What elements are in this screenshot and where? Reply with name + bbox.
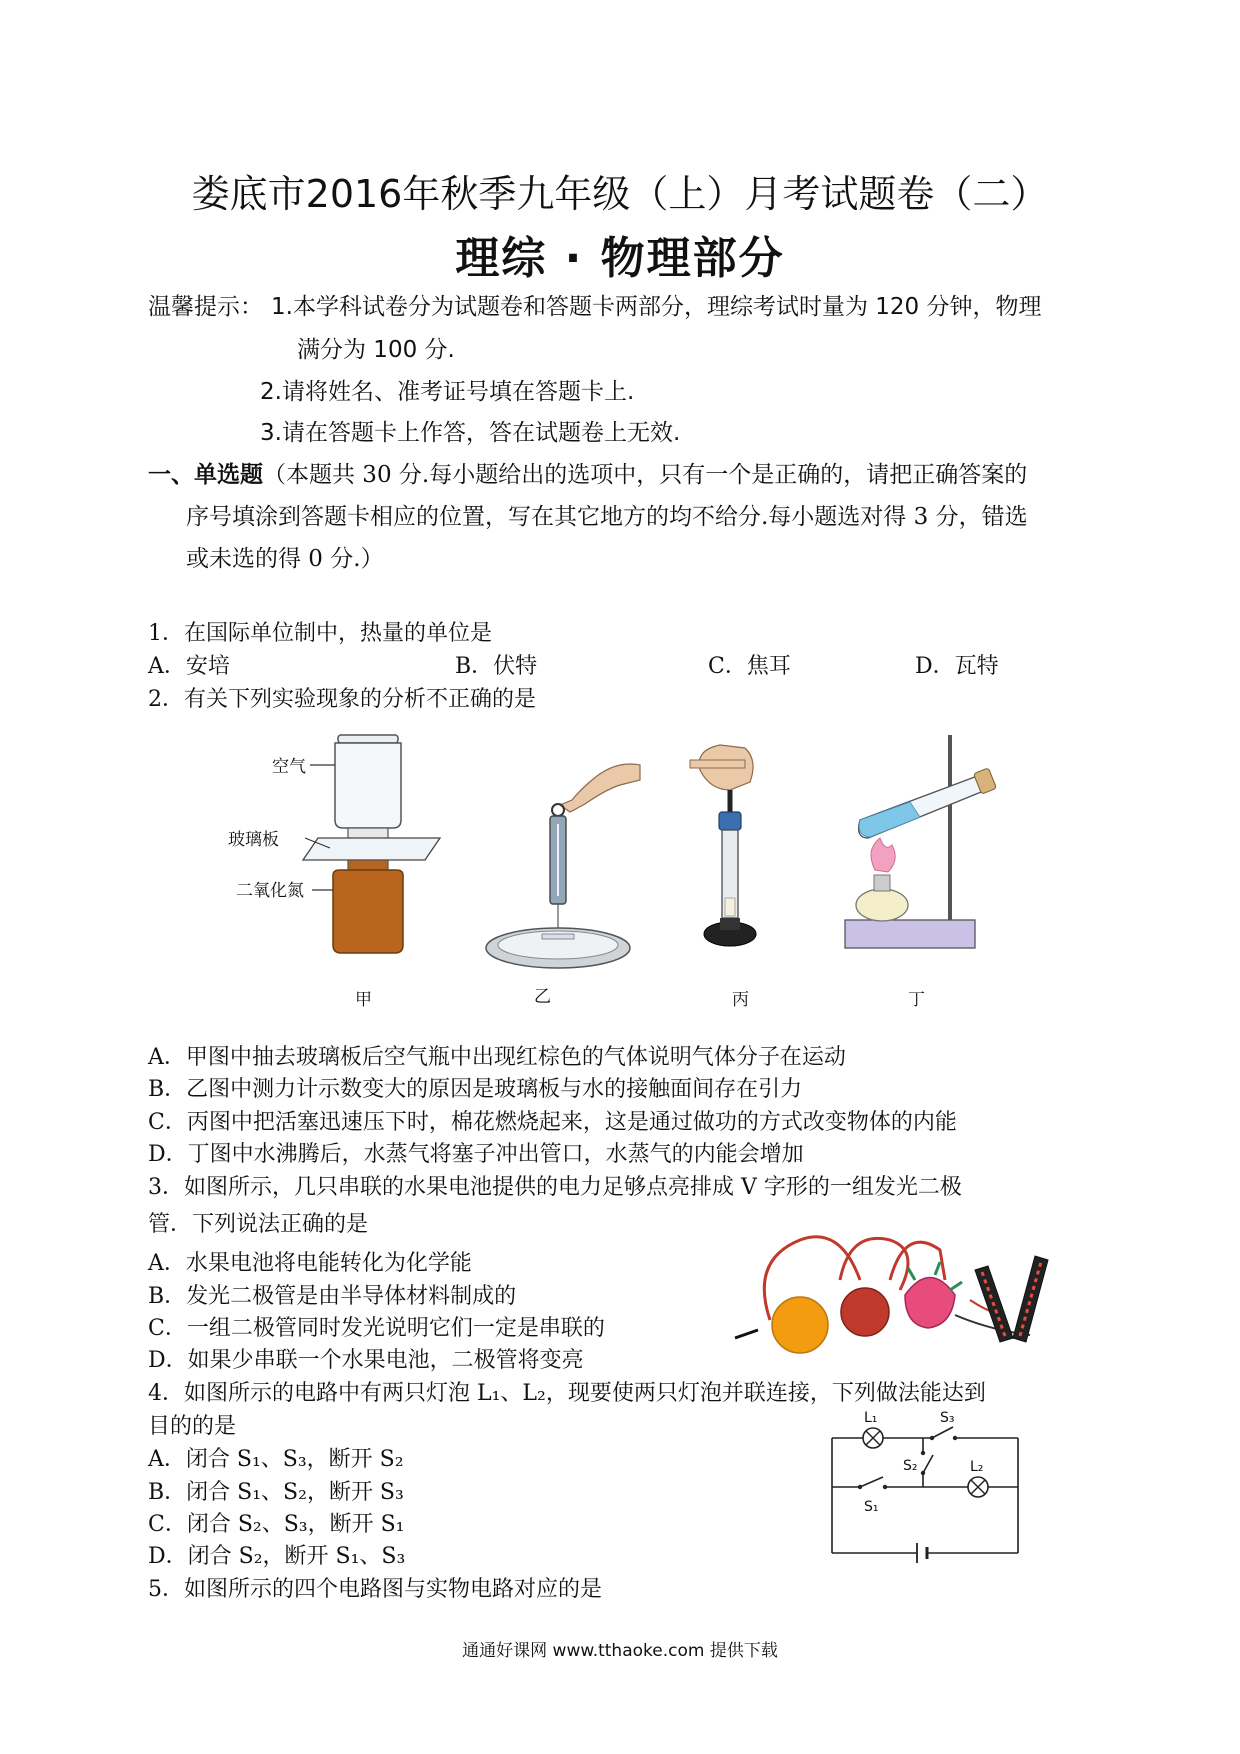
page-footer: 通通好课网 www.tthaoke.com 提供下载 — [462, 1641, 778, 1661]
switch-s1 — [858, 1477, 887, 1489]
label-no2: 二氧化氮 — [236, 881, 304, 901]
label-s2: S₂ — [903, 1458, 918, 1474]
caption-jia: 甲 — [355, 990, 372, 1010]
section-heading — [148, 456, 1027, 489]
figure-jia — [228, 735, 440, 953]
q4-stem-line2: 目的的是 — [148, 1414, 237, 1439]
label-l1: L₁ — [864, 1410, 878, 1426]
lamp-l2 — [968, 1477, 988, 1497]
q4-option-b: B．闭合 S₁、S₂，断开 S₃ — [148, 1480, 404, 1505]
q2-figure — [220, 720, 1020, 1010]
q2-option-c: C．丙图中把活塞迅速压下时，棉花燃烧起来，这是通过做功的方式改变物体的内能 — [148, 1110, 957, 1135]
figure-bing — [690, 745, 756, 946]
q4-option-d: D．闭合 S₂，断开 S₁、S₃ — [148, 1544, 406, 1569]
label-glass: 玻璃板 — [228, 830, 279, 850]
tips-line3: 3.请在答题卡上作答，答在试题卷上无效. — [260, 420, 681, 446]
switch-s3 — [930, 1427, 957, 1440]
tips-line2: 2.请将姓名、准考证号填在答题卡上. — [260, 379, 635, 405]
q4-option-c: C．闭合 S₂、S₃，断开 S₁ — [148, 1512, 405, 1537]
q2-stem: 2．有关下列实验现象的分析不正确的是 — [148, 687, 536, 712]
q3-option-d: D．如果少串联一个水果电池，二极管将变亮 — [148, 1348, 584, 1373]
figure-ding — [845, 735, 997, 948]
q2-option-b: B．乙图中测力计示数变大的原因是玻璃板与水的接触面间存在引力 — [148, 1077, 803, 1102]
switch-s2 — [921, 1451, 933, 1475]
q2-option-d: D．丁图中水沸腾后，水蒸气将塞子冲出管口，水蒸气的内能会增加 — [148, 1142, 804, 1167]
lamp-l1 — [863, 1428, 883, 1448]
figure-yi — [486, 764, 640, 968]
tips-line1b: 满分为 100 分. — [297, 337, 455, 363]
q3-option-c: C．一组二极管同时发光说明它们一定是串联的 — [148, 1316, 605, 1341]
q3-stem-line2: 管．下列说法正确的是 — [148, 1212, 369, 1237]
q2-option-a: A．甲图中抽去玻璃板后空气瓶中出现红棕色的气体说明气体分子在运动 — [148, 1045, 846, 1070]
q4-option-a: A．闭合 S₁、S₃，断开 S₂ — [148, 1447, 404, 1472]
label-s1: S₁ — [864, 1499, 879, 1515]
q1-option-a: A．安培 — [148, 654, 230, 679]
tips-line1a: 1.本学科试卷分为试题卷和答题卡两部分，理综考试时量为 120 分钟，物理 — [271, 294, 1042, 320]
q1-option-c: C．焦耳 — [708, 654, 791, 679]
q3-figure — [730, 1220, 1050, 1355]
q5-stem: 5．如图所示的四个电路图与实物电路对应的是 — [148, 1577, 602, 1602]
q3-option-a: A．水果电池将电能转化为化学能 — [148, 1251, 472, 1276]
section-title: 单选题 — [194, 462, 263, 488]
section-line3: 或未选的得 0 分.） — [186, 546, 384, 572]
section-line1: （本题共 30 分.每小题给出的选项中，只有一个是正确的，请把正确答案的 — [263, 462, 1028, 488]
q1-option-d: D．瓦特 — [915, 654, 999, 679]
battery — [917, 1543, 927, 1563]
q1-stem: 1．在国际单位制中，热量的单位是 — [148, 621, 492, 646]
q3-option-b: B．发光二极管是由半导体材料制成的 — [148, 1284, 517, 1309]
caption-ding: 丁 — [908, 990, 925, 1010]
section-line2: 序号填涂到答题卡相应的位置，写在其它地方的均不给分.每小题选对得 3 分，错选 — [186, 504, 1028, 530]
led-v — [975, 1256, 1048, 1342]
page-title: 娄底市2016年秋季九年级（上）月考试题卷（二） — [191, 172, 1049, 216]
tips-label: 温馨提示： — [148, 294, 263, 320]
q4-circuit — [820, 1405, 1020, 1565]
q1-option-b: B．伏特 — [455, 654, 538, 679]
section-number: 一、 — [148, 462, 194, 488]
q3-stem-line1: 3．如图所示，几只串联的水果电池提供的电力足够点亮排成 V 字形的一组发光二极 — [148, 1175, 962, 1200]
caption-bing: 丙 — [732, 990, 749, 1010]
label-l2: L₂ — [970, 1459, 984, 1475]
q4-stem-line1: 4．如图所示的电路中有两只灯泡 L₁、L₂，现要使两只灯泡并联连接，下列做法能达到 — [148, 1381, 986, 1406]
label-air: 空气 — [272, 757, 306, 777]
label-s3: S₃ — [940, 1410, 955, 1426]
caption-yi: 乙 — [534, 987, 551, 1007]
page-subtitle: 理综 · 物理部分 — [455, 233, 785, 284]
